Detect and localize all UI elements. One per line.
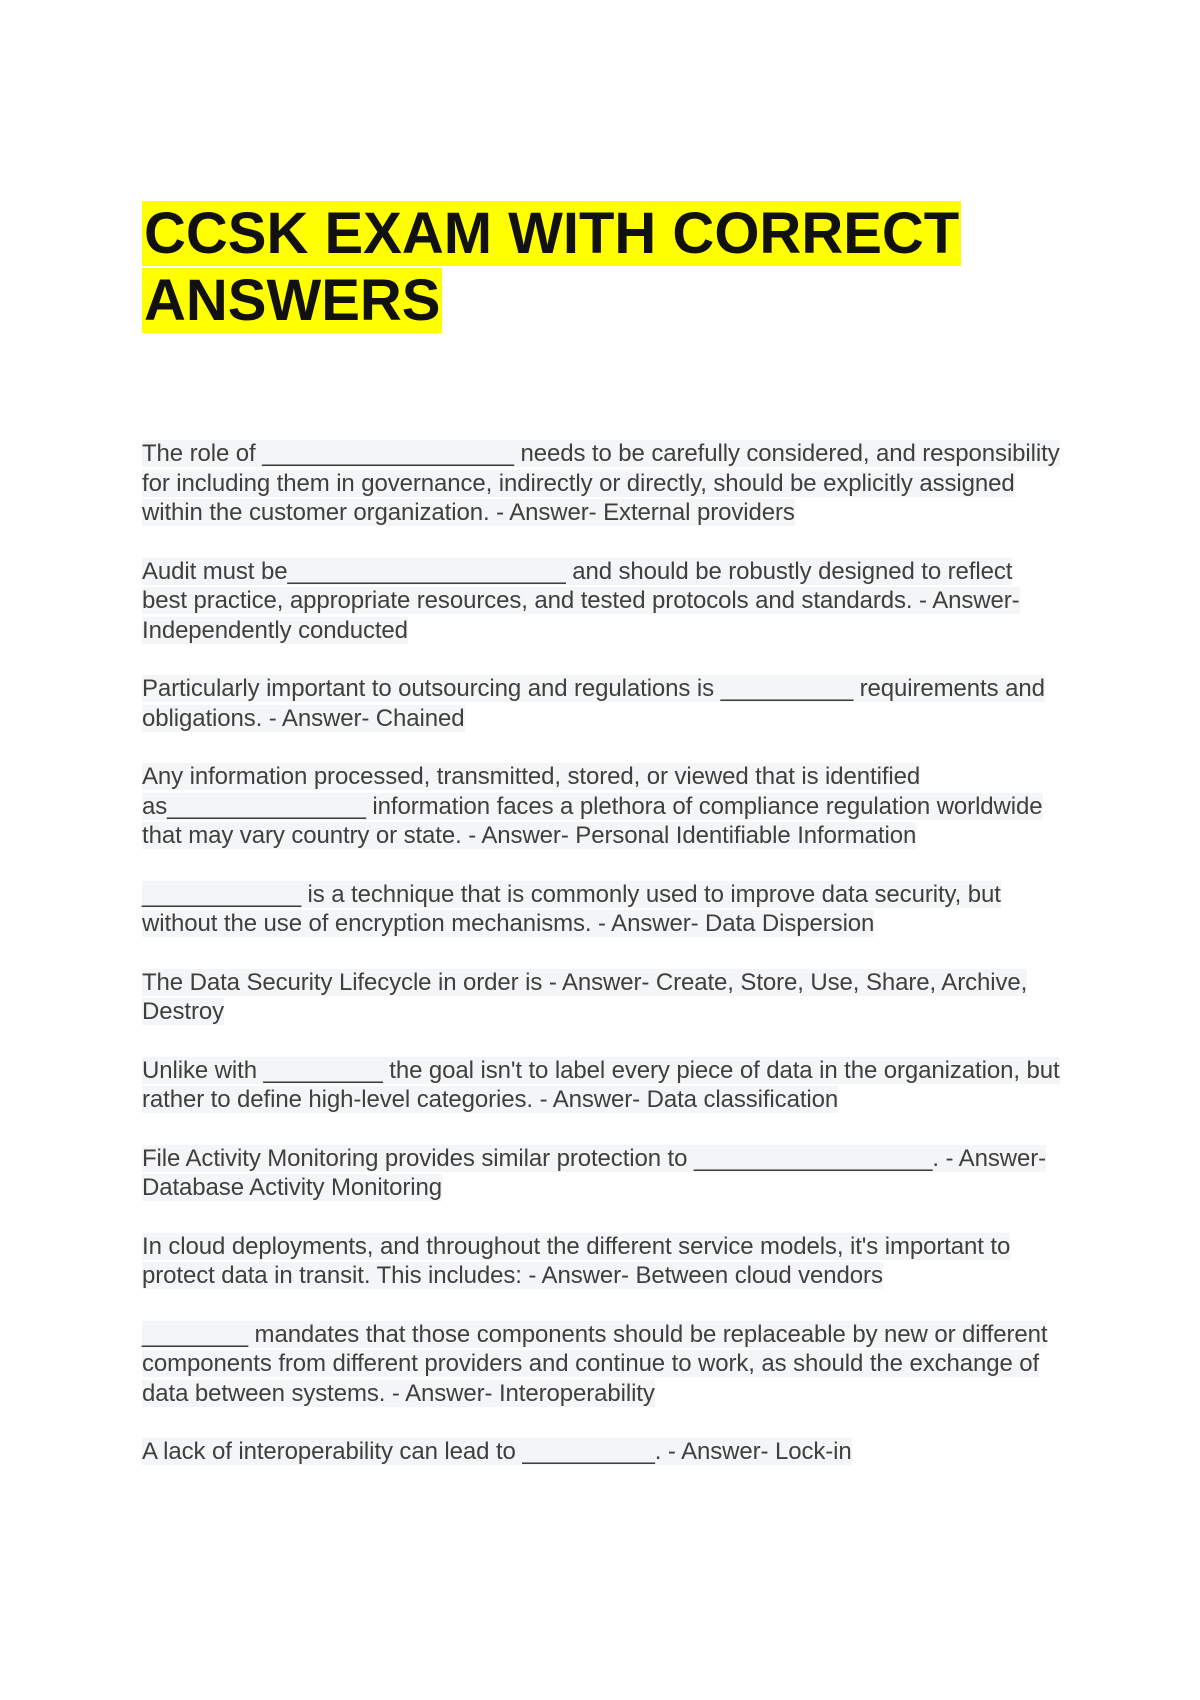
qa-item-text: Audit must be_____________________ and should be robustly designed to reflect best practice, appropriate resources, and tested protocols and standards. - Answer- Independently conducted	[142, 557, 1020, 644]
qa-item	[142, 880, 1062, 939]
qa-item	[142, 762, 1062, 851]
qa-item-text: The Data Security Lifecycle in order is - Answer- Create, Store, Use, Share, Archive, Destroy	[142, 968, 1028, 1025]
qa-item-text: A lack of interoperability can lead to __________. - Answer- Lock-in	[142, 1438, 852, 1465]
qa-item-text: In cloud deployments, and throughout the different service models, it's important to protect data in transit. This includes: - Answer- Between cloud vendors	[142, 1232, 1011, 1289]
qa-item	[142, 1437, 1062, 1467]
document-title-highlight: CCSK EXAM WITH CORRECT ANSWERS	[144, 201, 960, 333]
document-title	[142, 200, 1042, 334]
qa-item	[142, 439, 1062, 528]
qa-item-text: Particularly important to outsourcing and regulations is __________ requirements and obligations. - Answer- Chained	[142, 675, 1045, 732]
qa-item-text: ________ mandates that those components should be replaceable by new or different components from different providers and continue to work, as should the exchange of data between systems. - Answer- Interoperability	[142, 1320, 1048, 1407]
qa-item	[142, 1144, 1062, 1203]
qa-list	[142, 439, 1062, 1496]
qa-item	[142, 1056, 1062, 1115]
qa-item-text: Any information processed, transmitted, stored, or viewed that is identified as_______________ information faces a plethora of compliance regulation worldwide that may vary country or state. - Answer- Personal Identifiable Information	[142, 763, 1043, 849]
qa-item-text: Unlike with _________ the goal isn't to label every piece of data in the organization, but rather to define high-level categories. - Answer- Data classification	[142, 1056, 1060, 1113]
qa-item	[142, 968, 1062, 1027]
qa-item	[142, 557, 1062, 646]
qa-item-text: ____________ is a technique that is commonly used to improve data security, but without the use of encryption mechanisms. - Answer- Data Dispersion	[142, 880, 1001, 937]
qa-item	[142, 674, 1062, 733]
qa-item-text: File Activity Monitoring provides similar protection to __________________. - Answer- Database Activity Monitoring	[142, 1144, 1046, 1201]
qa-item	[142, 1232, 1062, 1291]
qa-item-text: The role of ___________________ needs to be carefully considered, and responsibility for including them in governance, indirectly or directly, should be explicitly assigned within the customer organization. - Answer- External providers	[142, 440, 1060, 526]
qa-item	[142, 1320, 1062, 1409]
